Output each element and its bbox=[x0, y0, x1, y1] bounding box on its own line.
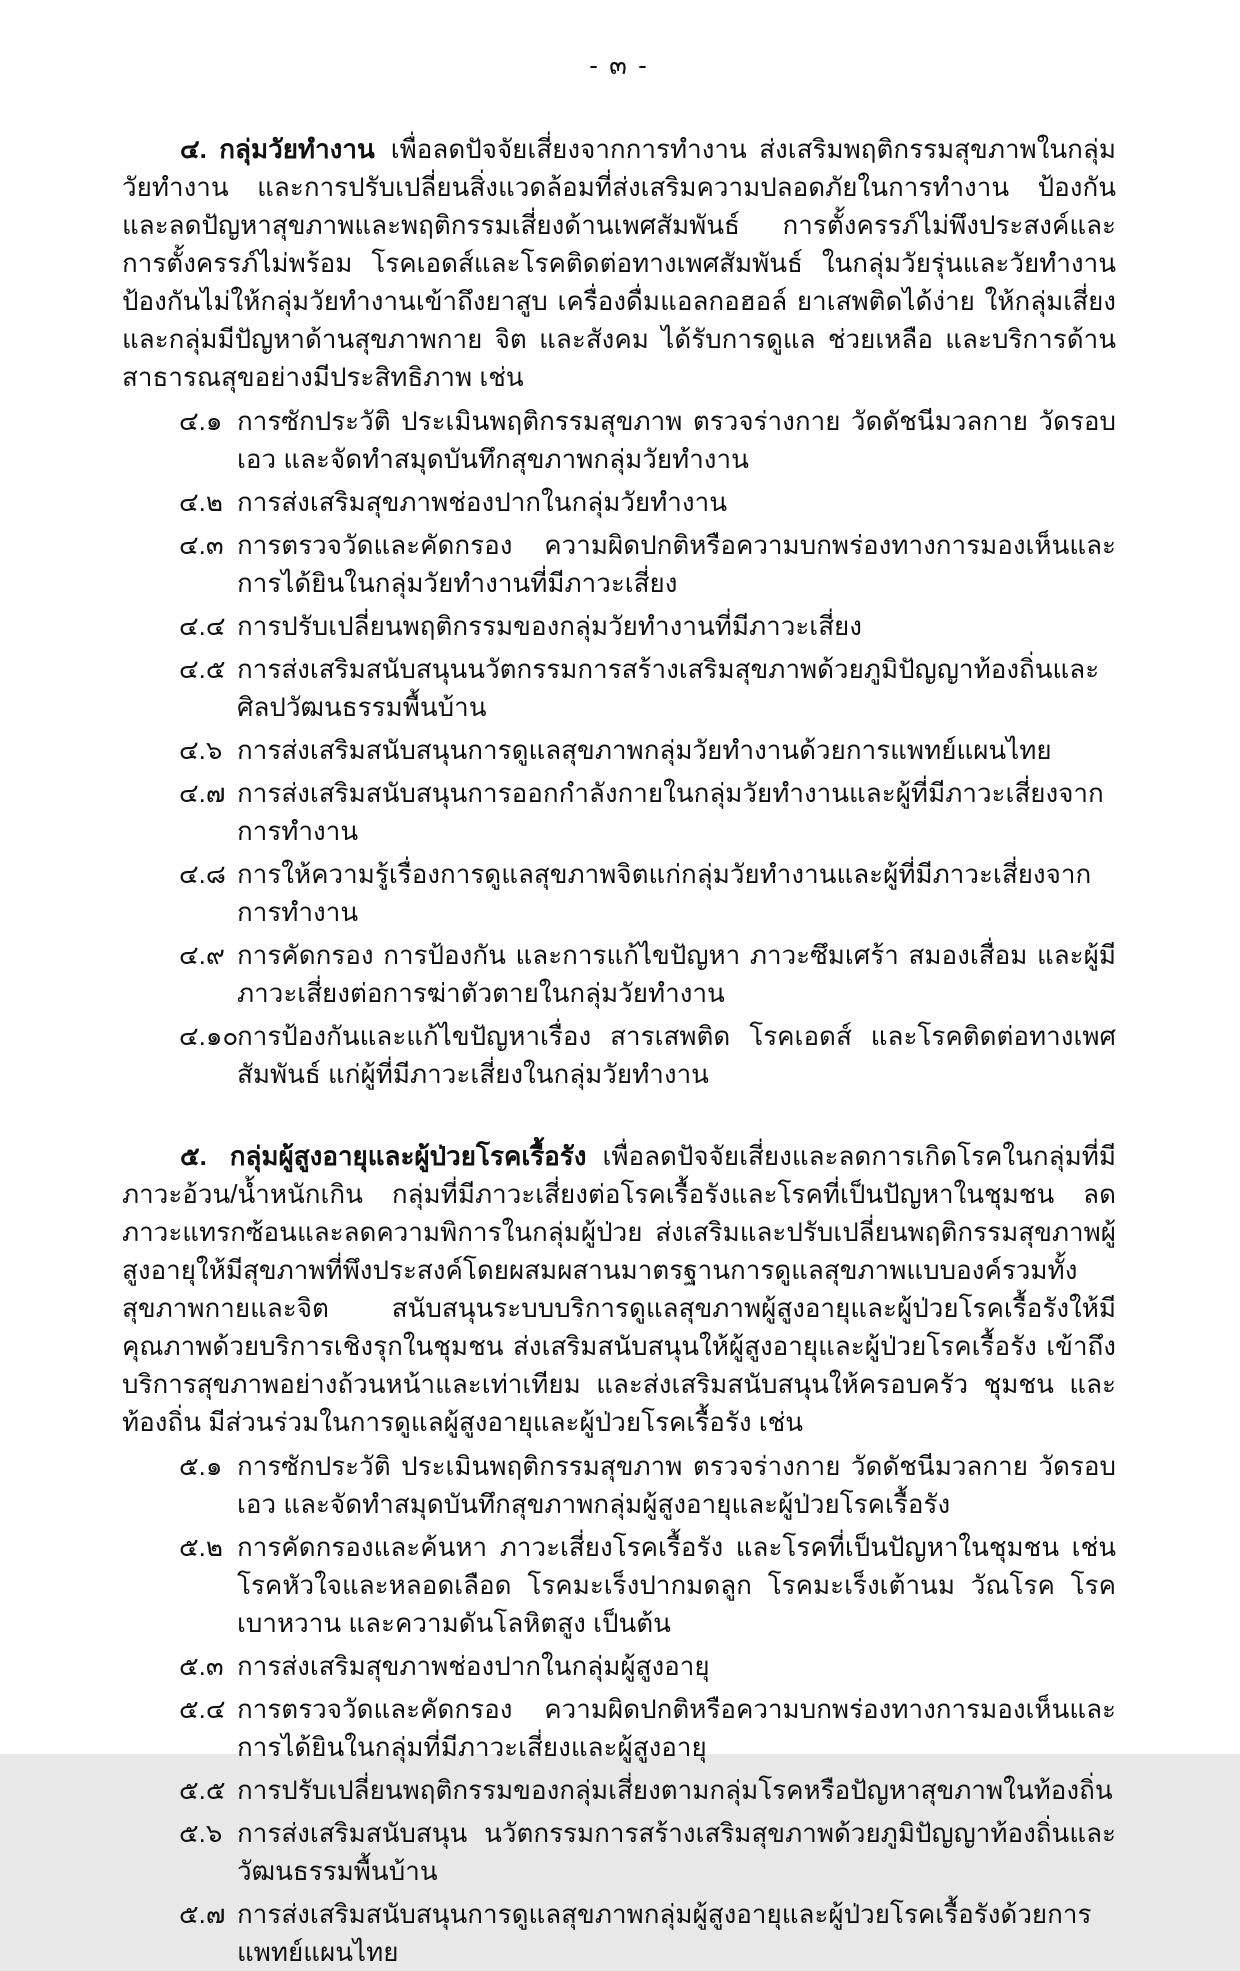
item-number: ๔.๓ bbox=[179, 530, 224, 560]
section-heading: ๕. กลุ่มผู้สูงอายุและผู้ป่วยโรคเรื้อรัง bbox=[180, 1141, 587, 1171]
section-working-age bbox=[122, 130, 1116, 1093]
item-list bbox=[122, 1447, 1116, 1971]
item-text: การส่งเสริมสนับสนุน นวัตกรรมการสร้างเสริมสุขภาพด้วยภูมิปัญญาท้องถิ่นและวัฒนธรรมพื้นบ้าน bbox=[237, 1818, 1116, 1886]
item-text: การให้ความรู้เรื่องการดูแลสุขภาพจิตแก่กลุ่มวัยทำงานและผู้ที่มีภาวะเสี่ยงจากการทำงาน bbox=[237, 859, 1092, 927]
item-number: ๔.๗ bbox=[179, 778, 226, 808]
item-number: ๕.๖ bbox=[179, 1818, 223, 1848]
section-heading: ๔. กลุ่มวัยทำงาน bbox=[180, 134, 375, 164]
list-item bbox=[122, 1528, 1116, 1642]
item-text: การซักประวัติ ประเมินพฤติกรรมสุขภาพ ตรวจร่างกาย วัดดัชนีมวลกาย วัดรอบเอว และจัดทำสมุดบันทึกสุขภาพกลุ่มผู้สูงอายุและผู้ป่วยโรคเรื้อรัง bbox=[237, 1451, 1116, 1519]
list-item bbox=[122, 1895, 1116, 1971]
list-item bbox=[122, 1647, 1116, 1685]
item-text: การปรับเปลี่ยนพฤติกรรมของกลุ่มวัยทำงานที่มีภาวะเสี่ยง bbox=[237, 611, 862, 641]
list-item bbox=[122, 607, 1116, 645]
item-number: ๔.๘ bbox=[179, 859, 226, 889]
item-text: การคัดกรอง การป้องกัน และการแก้ไขปัญหา ภาวะซึมเศร้า สมองเสื่อม และผู้มีภาวะเสี่ยงต่อการฆ่าตัวตายในกลุ่มวัยทำงาน bbox=[237, 940, 1116, 1008]
item-number: ๔.๖ bbox=[179, 735, 223, 765]
item-text: การส่งเสริมสุขภาพช่องปากในกลุ่มวัยทำงาน bbox=[237, 487, 727, 517]
section-intro: เพื่อลดปัจจัยเสี่ยงและลดการเกิดโรคในกลุ่มที่มีภาวะอ้วน/น้ำหนักเกิน กลุ่มที่มีภาวะเสี่ยงต่อโรคเรื้อรังและโรคที่เป็นปัญหาในชุมชน ลดภาวะแทรกซ้อนและลดความพิการในกลุ่มผู้ป่วย ส่งเสริมและปรับเปลี่ยนพฤติกรรมสุขภาพผู้สูงอายุให้มีสุขภาพที่พึงประสงค์โดยผสมผสานมาตรฐานการดูแลสุขภาพแบบองค์รวมทั้งสุขภาพกายและจิต สนับสนุนระบบบริการดูแลสุขภาพผู้สูงอายุและผู้ป่วยโรคเรื้อรังให้มีคุณภาพด้วยบริการเชิงรุกในชุมชน ส่งเสริมสนับสนุนให้ผู้สูงอายุและผู้ป่วยโรคเรื้อรัง เข้าถึงบริการสุขภาพอย่างถ้วนหน้าและเท่าเทียม และส่งเสริมสนับสนุนให้ครอบครัว ชุมชน และท้องถิ่น มีส่วนร่วมในการดูแลผู้สูงอายุและผู้ป่วยโรคเรื้อรัง เช่น bbox=[122, 1141, 1116, 1437]
section-intro: เพื่อลดปัจจัยเสี่ยงจากการทำงาน ส่งเสริมพฤติกรรมสุขภาพในกลุ่มวัยทำงาน และการปรับเปลี่ยนสิ่งแวดล้อมที่ส่งเสริมความปลอดภัยในการทำงาน ป้องกันและลดปัญหาสุขภาพและพฤติกรรมเสี่ยงด้านเพศสัมพันธ์ การตั้งครรภ์ไม่พึงประสงค์และการตั้งครรภ์ไม่พร้อม โรคเอดส์และโรคติดต่อทางเพศสัมพันธ์ ในกลุ่มวัยรุ่นและวัยทำงาน ป้องกันไม่ให้กลุ่มวัยทำงานเข้าถึงยาสูบ เครื่องดื่มแอลกอฮอล์ ยาเสพติดได้ง่าย ให้กลุ่มเสี่ยงและกลุ่มมีปัญหาด้านสุขภาพกาย จิต และสังคม ได้รับการดูแล ช่วยเหลือ และบริการด้านสาธารณสุขอย่างมีประสิทธิภาพ เช่น bbox=[122, 134, 1116, 392]
item-number: ๕.๒ bbox=[179, 1532, 224, 1562]
item-text: การตรวจวัดและคัดกรอง ความผิดปกติหรือความบกพร่องทางการมองเห็นและการได้ยินในกลุ่มวัยทำงานที่มีภาวะเสี่ยง bbox=[237, 530, 1116, 598]
list-item bbox=[122, 1690, 1116, 1766]
item-text: การส่งเสริมสุขภาพช่องปากในกลุ่มผู้สูงอายุ bbox=[237, 1651, 710, 1681]
list-item bbox=[122, 526, 1116, 602]
list-item bbox=[122, 483, 1116, 521]
item-number: ๕.๔ bbox=[179, 1694, 226, 1724]
item-text: การส่งเสริมสนับสนุนการออกกำลังกายในกลุ่มวัยทำงานและผู้ที่มีภาวะเสี่ยงจากการทำงาน bbox=[237, 778, 1104, 846]
list-item bbox=[122, 1447, 1116, 1523]
item-list bbox=[122, 402, 1116, 1093]
section-elderly-chronic bbox=[122, 1137, 1116, 1971]
item-text: การส่งเสริมสนับสนุนการดูแลสุขภาพกลุ่มวัยทำงานด้วยการแพทย์แผนไทย bbox=[237, 735, 1052, 765]
item-number: ๔.๔ bbox=[179, 611, 226, 641]
list-item bbox=[122, 936, 1116, 1012]
item-text: การปรับเปลี่ยนพฤติกรรมของกลุ่มเสี่ยงตามกลุ่มโรคหรือปัญหาสุขภาพในท้องถิ่น bbox=[237, 1775, 1113, 1805]
section-paragraph bbox=[122, 130, 1116, 396]
item-text: การป้องกันและแก้ไขปัญหาเรื่อง สารเสพติด โรคเอดส์ และโรคติดต่อทางเพศสัมพันธ์ แก่ผู้ที่มีภาวะเสี่ยงในกลุ่มวัยทำงาน bbox=[237, 1021, 1116, 1089]
list-item bbox=[122, 855, 1116, 931]
page-number: - ๓ - bbox=[589, 50, 649, 80]
list-item bbox=[122, 650, 1116, 726]
item-number: ๕.๓ bbox=[179, 1651, 224, 1681]
item-number: ๕.๗ bbox=[179, 1899, 226, 1929]
list-item bbox=[122, 1771, 1116, 1809]
list-item bbox=[122, 731, 1116, 769]
list-item bbox=[122, 1017, 1116, 1093]
list-item bbox=[122, 1814, 1116, 1890]
list-item bbox=[122, 774, 1116, 850]
item-text: การส่งเสริมสนับสนุนนวัตกรรมการสร้างเสริมสุขภาพด้วยภูมิปัญญาท้องถิ่นและศิลปวัฒนธรรมพื้นบ้าน bbox=[237, 654, 1100, 722]
item-number: ๔.๑ bbox=[179, 406, 223, 436]
item-number: ๔.๒ bbox=[179, 487, 224, 517]
item-number: ๔.๕ bbox=[179, 654, 226, 684]
item-text: การตรวจวัดและคัดกรอง ความผิดปกติหรือความบกพร่องทางการมองเห็นและการได้ยินในกลุ่มที่มีภาวะเสี่ยงและผู้สูงอายุ bbox=[237, 1694, 1116, 1762]
section-paragraph bbox=[122, 1137, 1116, 1441]
item-number: ๕.๑ bbox=[179, 1451, 223, 1481]
list-item bbox=[122, 402, 1116, 478]
item-number: ๕.๕ bbox=[179, 1775, 226, 1805]
item-number: ๔.๙ bbox=[179, 940, 225, 970]
item-text: การซักประวัติ ประเมินพฤติกรรมสุขภาพ ตรวจร่างกาย วัดดัชนีมวลกาย วัดรอบเอว และจัดทำสมุดบันทึกสุขภาพกลุ่มวัยทำงาน bbox=[237, 406, 1116, 474]
item-number: ๔.๑๐ bbox=[179, 1021, 239, 1051]
item-text: การส่งเสริมสนับสนุนการดูแลสุขภาพกลุ่มผู้สูงอายุและผู้ป่วยโรคเรื้อรังด้วยการแพทย์แผนไทย bbox=[237, 1899, 1092, 1967]
item-text: การคัดกรองและค้นหา ภาวะเสี่ยงโรคเรื้อรัง และโรคที่เป็นปัญหาในชุมชน เช่น โรคหัวใจและหลอดเลือด โรคมะเร็งปากมดลูก โรคมะเร็งเต้านม วัณโรค โรคเบาหวาน และความดันโลหิตสูง เป็นต้น bbox=[237, 1532, 1116, 1638]
